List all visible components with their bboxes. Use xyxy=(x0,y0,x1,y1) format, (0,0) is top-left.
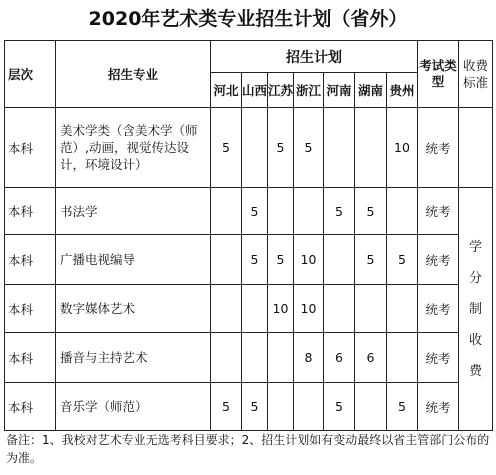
quota-cell xyxy=(268,188,294,235)
level-cell: 本科 xyxy=(5,108,56,188)
quota-cell: 5 xyxy=(242,235,268,285)
province-header: 河南 xyxy=(324,73,355,108)
table-row xyxy=(5,235,493,285)
quota-cell: 10 xyxy=(387,108,418,188)
header-row xyxy=(5,41,493,73)
quota-cell: 10 xyxy=(294,235,324,285)
quota-cell: 5 xyxy=(324,383,355,431)
quota-cell: 5 xyxy=(355,188,387,235)
quota-cell: 5 xyxy=(242,383,268,431)
quota-cell: 10 xyxy=(268,285,294,333)
quota-cell: 5 xyxy=(324,188,355,235)
province-header: 贵州 xyxy=(387,73,418,108)
quota-cell: 10 xyxy=(294,285,324,333)
major-cell: 数字媒体艺术 xyxy=(56,285,211,333)
table-row xyxy=(5,285,493,333)
admission-plan-table xyxy=(4,40,493,431)
quota-cell xyxy=(242,285,268,333)
footnote: 备注：1、我校对艺术专业无选考科目要求；2、招生计划如有变动最终以省主管部门公布的为准。 xyxy=(6,433,490,465)
quota-cell: 6 xyxy=(355,333,387,383)
level-cell: 本科 xyxy=(5,333,56,383)
exam-type-header: 考试类型 xyxy=(418,41,459,108)
exam-type-cell: 统考 xyxy=(418,383,459,431)
page-title: 2020年艺术类专业招生计划（省外） xyxy=(88,8,408,30)
table-row xyxy=(5,383,493,431)
level-cell: 本科 xyxy=(5,383,56,431)
quota-cell xyxy=(324,285,355,333)
exam-type-cell: 统考 xyxy=(418,108,459,188)
quota-cell xyxy=(324,235,355,285)
table-row xyxy=(5,333,493,383)
major-cell: 美术学类（含美术学（师范）,动画，视觉传达设计，环境设计） xyxy=(56,108,211,188)
quota-cell xyxy=(211,285,242,333)
fee-cell-empty xyxy=(459,108,493,188)
quota-cell xyxy=(355,108,387,188)
quota-cell xyxy=(211,333,242,383)
exam-type-cell: 统考 xyxy=(418,285,459,333)
quota-cell: 5 xyxy=(268,235,294,285)
quota-cell xyxy=(387,188,418,235)
quota-cell xyxy=(268,333,294,383)
exam-type-cell: 统考 xyxy=(418,235,459,285)
quota-cell: 5 xyxy=(211,108,242,188)
quota-cell xyxy=(387,333,418,383)
province-header: 湖南 xyxy=(355,73,387,108)
exam-type-cell: 统考 xyxy=(418,188,459,235)
level-cell: 本科 xyxy=(5,235,56,285)
quota-cell: 6 xyxy=(324,333,355,383)
level-cell: 本科 xyxy=(5,188,56,235)
major-cell: 书法学 xyxy=(56,188,211,235)
fee-standard-text: 学分制收费 xyxy=(469,239,483,379)
quota-cell xyxy=(211,188,242,235)
level-header: 层次 xyxy=(5,41,56,108)
level-cell: 本科 xyxy=(5,285,56,333)
quota-cell xyxy=(268,383,294,431)
fee-header: 收费标准 xyxy=(459,41,493,108)
quota-cell xyxy=(242,108,268,188)
fee-standard-cell xyxy=(459,188,493,431)
quota-cell: 5 xyxy=(211,383,242,431)
quota-cell: 8 xyxy=(294,333,324,383)
major-cell: 广播电视编导 xyxy=(56,235,211,285)
plan-header: 招生计划 xyxy=(211,41,418,73)
quota-cell xyxy=(355,285,387,333)
quota-cell: 5 xyxy=(387,383,418,431)
province-header: 河北 xyxy=(211,73,242,108)
province-header: 江苏 xyxy=(268,73,294,108)
quota-cell xyxy=(294,383,324,431)
quota-cell xyxy=(242,333,268,383)
quota-cell: 5 xyxy=(387,235,418,285)
quota-cell: 5 xyxy=(242,188,268,235)
quota-cell xyxy=(294,188,324,235)
province-header: 浙江 xyxy=(294,73,324,108)
major-header: 招生专业 xyxy=(56,41,211,108)
table-row xyxy=(5,188,493,235)
quota-cell: 5 xyxy=(268,108,294,188)
quota-cell xyxy=(355,383,387,431)
quota-cell xyxy=(211,235,242,285)
quota-cell xyxy=(324,108,355,188)
quota-cell xyxy=(387,285,418,333)
quota-cell: 5 xyxy=(294,108,324,188)
province-header: 山西 xyxy=(242,73,268,108)
table-row xyxy=(5,108,493,188)
quota-cell: 5 xyxy=(355,235,387,285)
exam-type-cell: 统考 xyxy=(418,333,459,383)
major-cell: 音乐学（师范） xyxy=(56,383,211,431)
major-cell: 播音与主持艺术 xyxy=(56,333,211,383)
